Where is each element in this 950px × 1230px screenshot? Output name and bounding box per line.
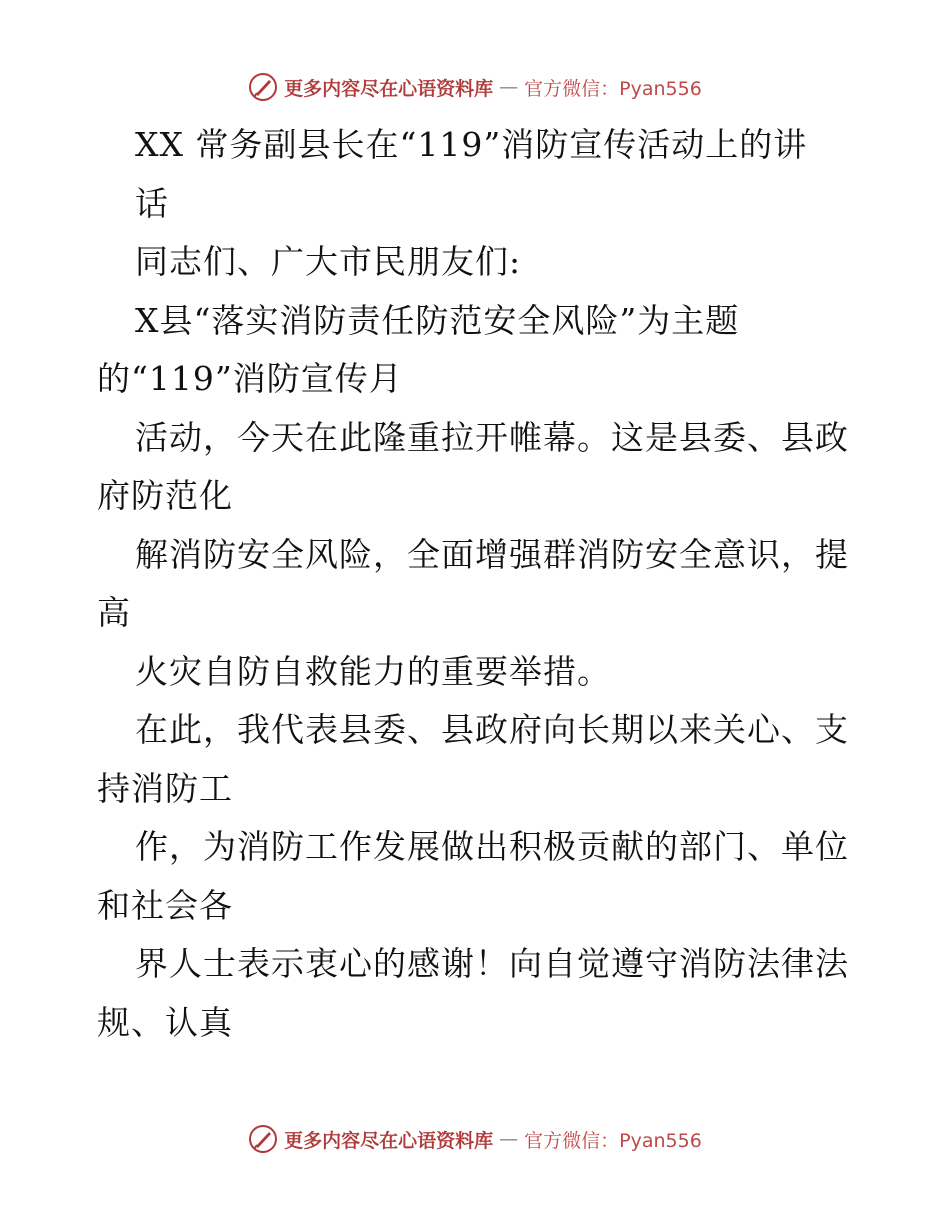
quill-pen-icon <box>248 72 278 102</box>
text-line: XX 常务副县长在“119”消防宣传活动上的讲 <box>135 125 808 164</box>
text-line: 火灾自防自救能力的重要举措。 <box>135 651 611 691</box>
text-line: 的“119”消防宣传月 <box>97 359 403 398</box>
text-line: 在此，我代表县委、县政府向长期以来关心、支 <box>135 710 849 749</box>
watermark-brand: 更多内容尽在心语资料库 <box>284 77 494 100</box>
watermark-brand: 更多内容尽在心语资料库 <box>284 1129 494 1152</box>
watermark-contact: 官方微信：Pyan556 <box>524 1129 702 1152</box>
quill-pen-icon <box>248 1124 278 1154</box>
watermark-dash: — <box>499 1128 519 1150</box>
text-line: 界人士表示衷心的感谢！向自觉遵守消防法律法 <box>135 944 849 983</box>
text-line: 作，为消防工作发展做出积极贡献的部门、单位 <box>135 827 849 866</box>
text-line: 持消防工 <box>97 768 233 808</box>
text-line: 解消防安全风险，全面增强群消防安全意识，提 <box>135 534 849 574</box>
text-line: X县“落实消防责任防范安全风险”为主题 <box>135 300 740 340</box>
watermark-contact: 官方微信：Pyan556 <box>524 77 702 100</box>
text-line: 府防范化 <box>97 476 233 515</box>
text-line: 话 <box>135 183 169 223</box>
header-watermark <box>0 72 950 102</box>
footer-watermark <box>0 1124 950 1154</box>
watermark-dash: — <box>499 76 519 98</box>
text-line: 同志们、广大市民朋友们: <box>135 242 522 281</box>
document-body <box>97 116 857 1052</box>
text-line: 规、认真 <box>97 1002 233 1042</box>
text-line: 高 <box>97 593 131 632</box>
text-line: 和社会各 <box>97 885 233 925</box>
text-line: 活动，今天在此隆重拉开帷幕。这是县委、县政 <box>135 417 849 457</box>
